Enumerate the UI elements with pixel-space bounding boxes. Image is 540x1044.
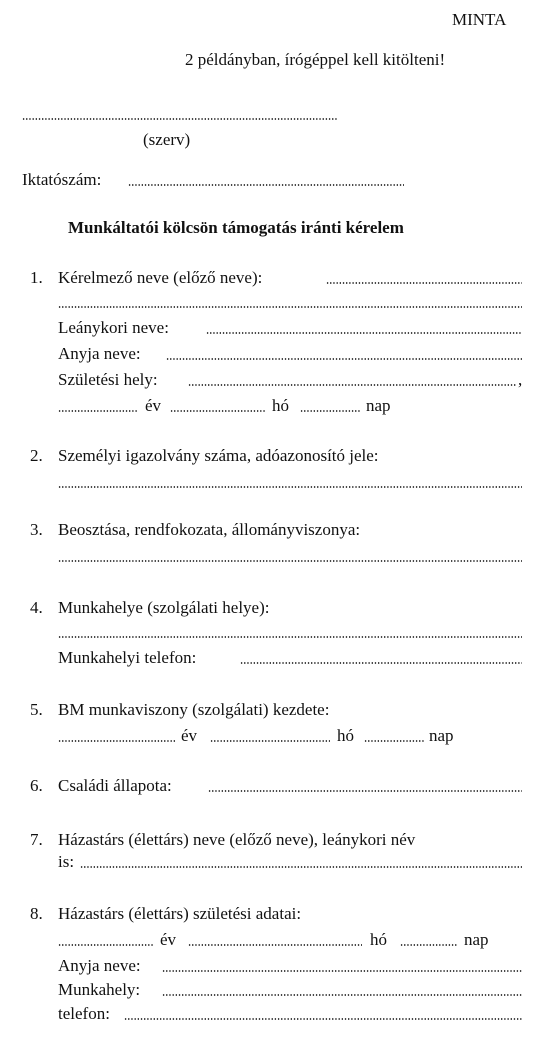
nap-label: nap: [464, 930, 489, 949]
section-3-number: 3.: [30, 520, 43, 539]
marital-status-line[interactable]: [208, 790, 522, 792]
section-6-number: 6.: [30, 776, 43, 795]
instruction-text: 2 példányban, írógéppel kell kitölteni!: [185, 50, 446, 69]
section-2-number: 2.: [30, 446, 43, 465]
mother-name-label: Anyja neve:: [58, 344, 141, 363]
form-title: Munkáltatói kölcsön támogatás iránti kérelem: [68, 218, 404, 237]
iktato-label: Iktatószám:: [22, 170, 102, 189]
spouse-mother-line[interactable]: [162, 970, 522, 972]
spouse-workplace-line[interactable]: [162, 994, 522, 996]
birth-month-line[interactable]: [170, 410, 266, 412]
section-8-label: Házastárs (élettárs) születési adatai:: [58, 904, 302, 923]
birth-day-line[interactable]: [300, 410, 360, 412]
section-2-label: Személyi igazolvány száma, adóazonosító jele:: [58, 446, 379, 465]
szerv-field-line[interactable]: [22, 118, 338, 120]
spouse-phone-label: telefon:: [58, 1004, 110, 1023]
minta-label: MINTA: [452, 10, 507, 29]
section-1-label: Kérelmező neve (előző neve):: [58, 268, 263, 287]
section-5-label: BM munkaviszony (szolgálati) kezdete:: [58, 700, 330, 719]
ho-label: hó: [272, 396, 289, 415]
section-5-number: 5.: [30, 700, 43, 719]
applicant-name-line-2[interactable]: [58, 306, 522, 308]
start-day-line[interactable]: [364, 740, 424, 742]
section-3-label: Beosztása, rendfokozata, állományviszonya:: [58, 520, 361, 539]
birthplace-label: Születési hely:: [58, 370, 158, 389]
start-month-line[interactable]: [210, 740, 330, 742]
id-number-line[interactable]: [58, 486, 522, 488]
section-7-label-continued: is:: [58, 852, 75, 871]
ev-label: év: [145, 396, 162, 415]
nap-label: nap: [366, 396, 391, 415]
section-6-label: Családi állapota:: [58, 776, 172, 795]
work-phone-label: Munkahelyi telefon:: [58, 648, 197, 667]
mother-name-line[interactable]: [166, 358, 522, 360]
ho-label: hó: [370, 930, 387, 949]
nap-label: nap: [429, 726, 454, 745]
ho-label: hó: [337, 726, 354, 745]
birth-year-line[interactable]: [58, 410, 138, 412]
section-1-number: 1.: [30, 268, 43, 287]
section-7-label: Házastárs (élettárs) neve (előző neve), leánykori név: [58, 830, 416, 849]
maiden-name-label: Leánykori neve:: [58, 318, 169, 337]
birthplace-comma: ,: [518, 370, 523, 389]
birthplace-line[interactable]: [188, 384, 516, 386]
iktato-field-line[interactable]: [128, 184, 404, 186]
spouse-birth-month-line[interactable]: [188, 944, 362, 946]
szerv-label: (szerv): [143, 130, 191, 149]
section-4-number: 4.: [30, 598, 43, 617]
position-rank-line[interactable]: [58, 560, 522, 562]
ev-label: év: [160, 930, 177, 949]
ev-label: év: [181, 726, 198, 745]
maiden-name-line[interactable]: [206, 332, 522, 334]
section-4-label: Munkahelye (szolgálati helye):: [58, 598, 270, 617]
spouse-name-line[interactable]: [80, 866, 522, 868]
workplace-line[interactable]: [58, 636, 522, 638]
spouse-birth-day-line[interactable]: [400, 944, 458, 946]
section-7-number: 7.: [30, 830, 43, 849]
spouse-birth-year-line[interactable]: [58, 944, 154, 946]
spouse-workplace-label: Munkahely:: [58, 980, 141, 999]
start-year-line[interactable]: [58, 740, 176, 742]
applicant-name-line[interactable]: [326, 282, 522, 284]
spouse-phone-line[interactable]: [124, 1018, 522, 1020]
work-phone-line[interactable]: [240, 662, 522, 664]
section-8-number: 8.: [30, 904, 43, 923]
spouse-mother-label: Anyja neve:: [58, 956, 141, 975]
